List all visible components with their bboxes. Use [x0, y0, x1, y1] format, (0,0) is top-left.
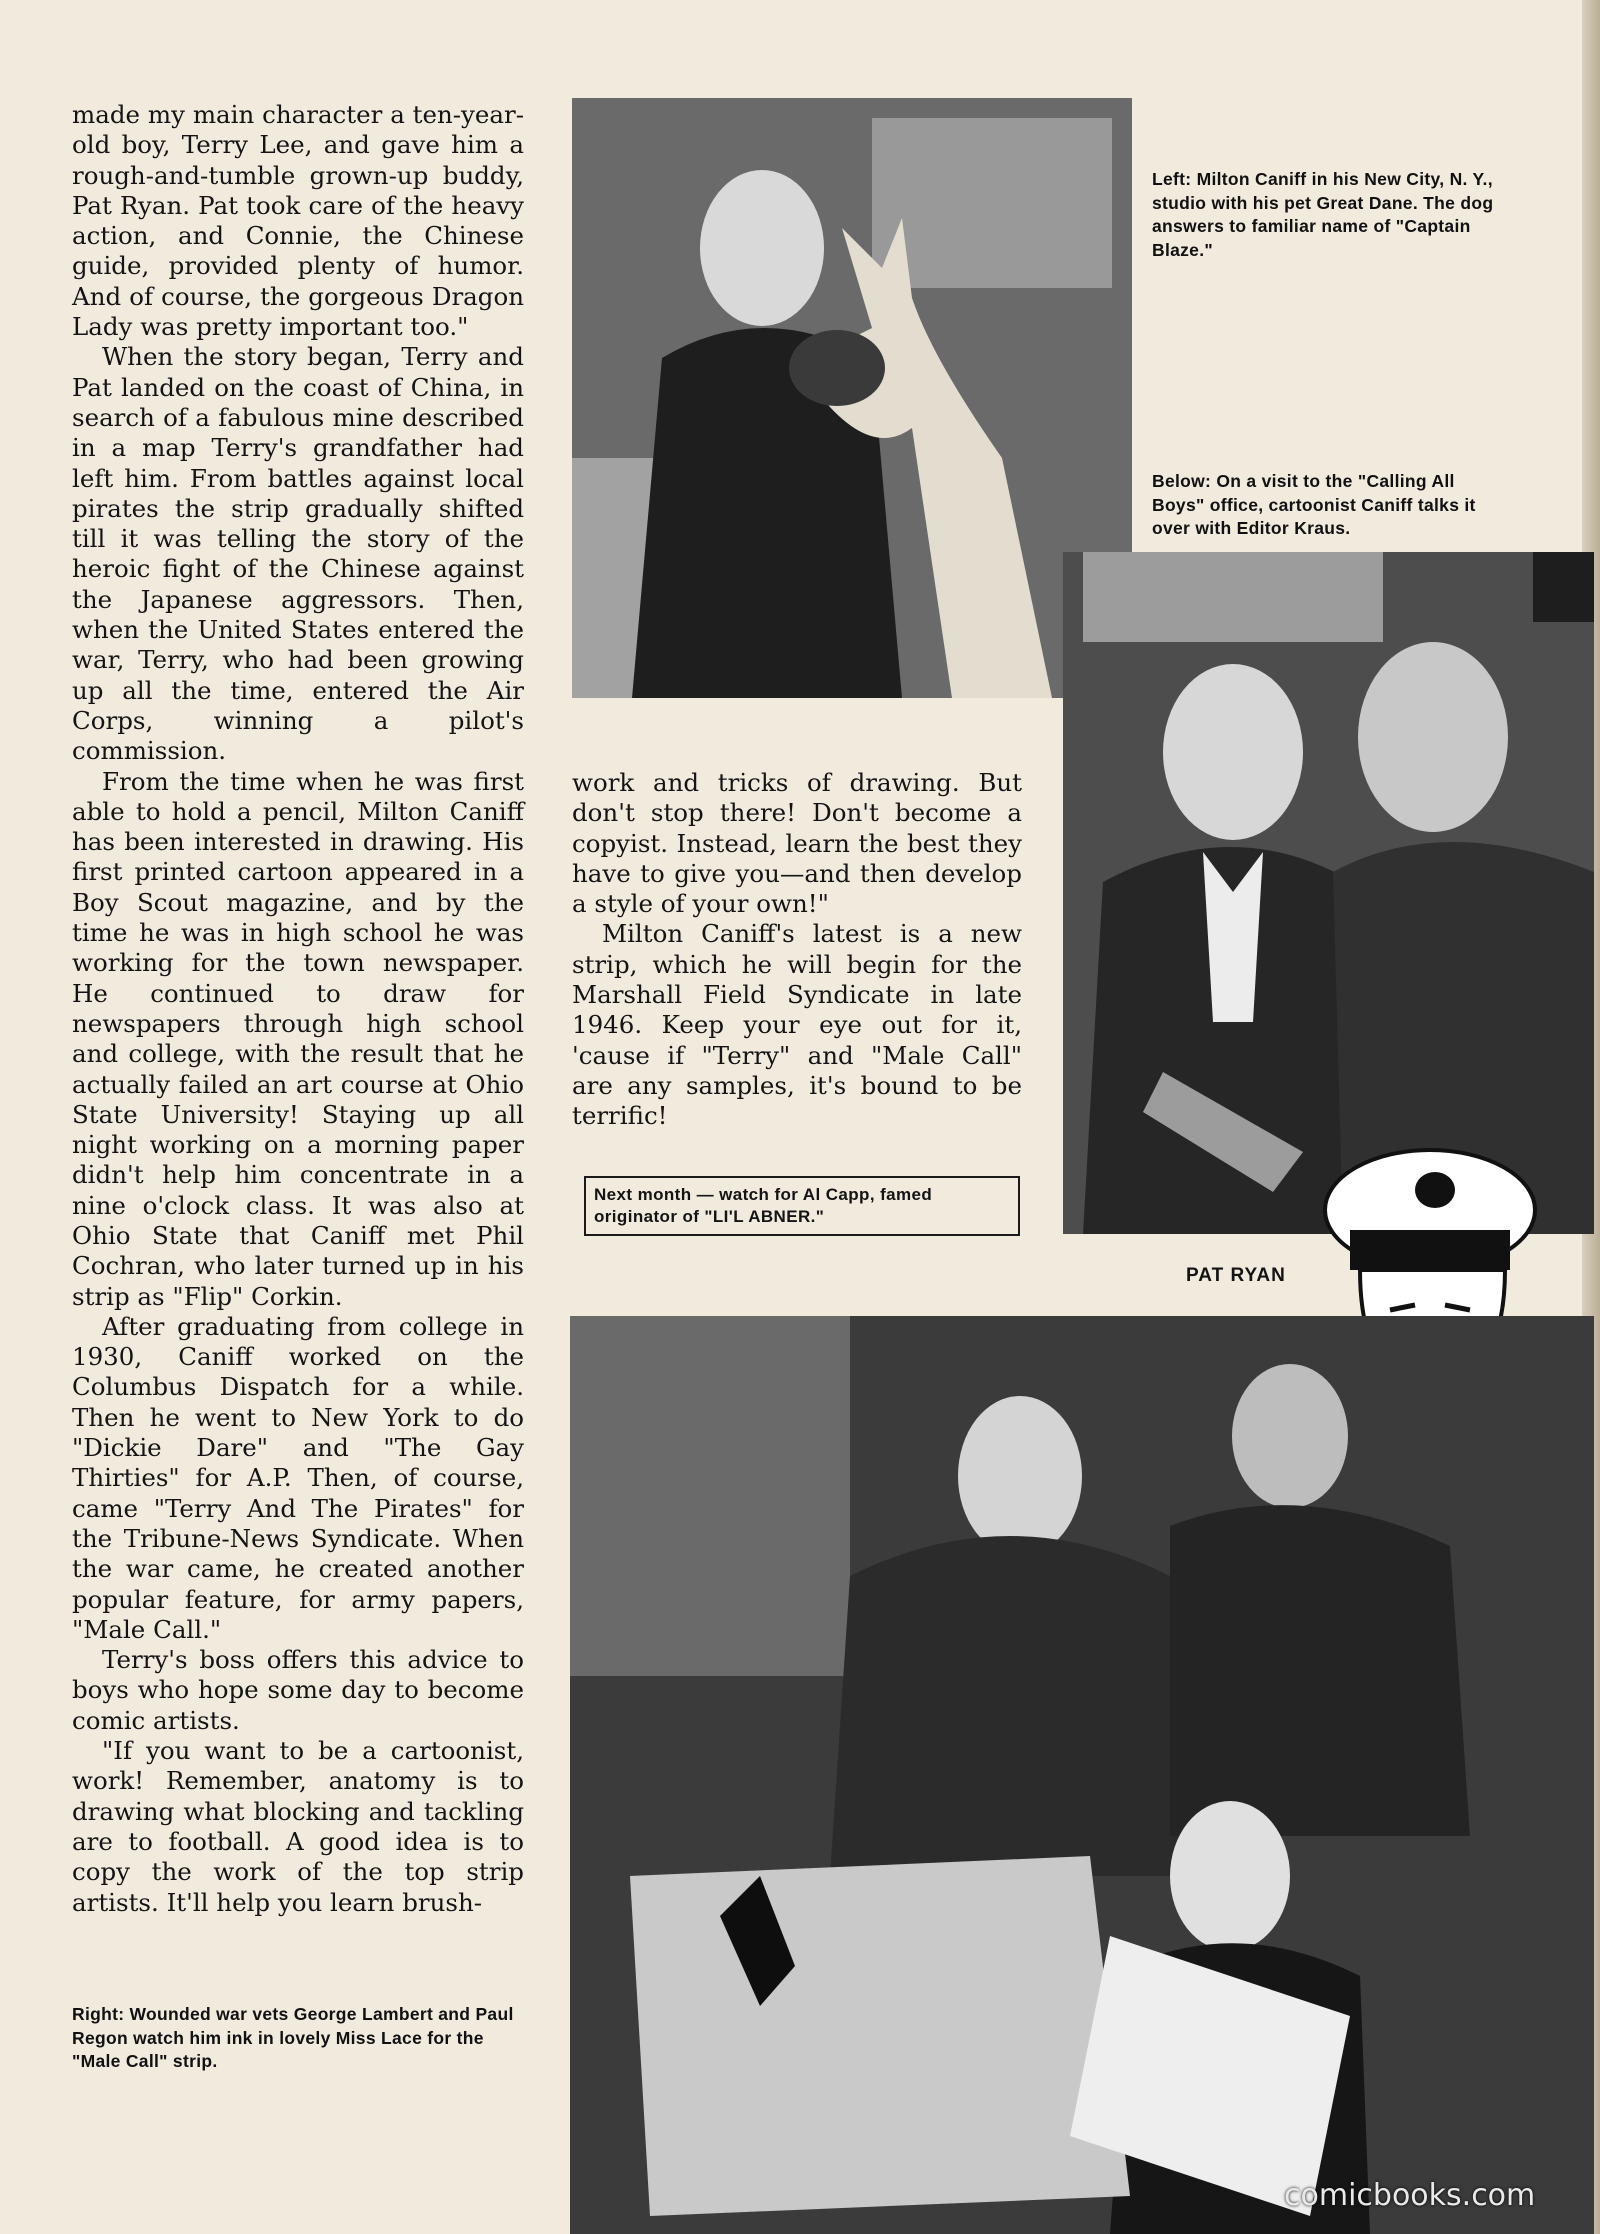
article-paragraph: made my main character a ten-year-old boy, Terry Lee, and gave him a rough-and-tumble grown-up buddy, Pat Ryan. Pat took care of the heavy action, and Connie, the Chinese guide, provided plenty of humor. And of course, the gorgeous Dragon Lady was pretty important too." [72, 100, 524, 342]
caption-right: Right: Wounded war vets George Lambert and Paul Regon watch him ink in lovely Miss Lace for the "Male Call" strip. [72, 2004, 514, 2071]
photo-caniff-with-dog [572, 98, 1132, 698]
article-column-middle [572, 768, 1022, 1132]
article-paragraph: "If you want to be a cartoonist, work! Remember, anatomy is to drawing what blocking and tackling are to football. A good idea is to copy the work of the top strip artists. It'll help you learn brush- [72, 1736, 524, 1917]
photo-war-vets-watching [570, 1316, 1594, 2234]
watermark: comicbooks.com [1284, 2178, 1536, 2213]
illustration-label: PAT RYAN [1186, 1265, 1286, 1286]
article-column-left [72, 100, 524, 1918]
article-paragraph: When the story began, Terry and Pat landed on the coast of China, in search of a fabulous mine described in a map Terry's grandfather had left him. From battles against local pirates the strip gradually shifted till it was telling the story of the heroic fight of the Chinese against the Japanese aggressors. Then, when the United States entered the war, Terry, who had been growing up all the time, entered the Air Corps, winning a pilot's commission. [72, 342, 524, 766]
article-paragraph: After graduating from college in 1930, Caniff worked on the Columbus Dispatch for a while. Then he went to New York to do "Dickie Dare" and "The Gay Thirties" for A.P. Then, of course, came "Terry And The Pirates" for the Tribune-News Syndicate. When the war came, he created another popular feature, for army papers, "Male Call." [72, 1311, 524, 1644]
caption-left: Left: Milton Caniff in his New City, N. Y., studio with his pet Great Dane. The dog answers to familiar name of "Captain Blaze." [1152, 169, 1494, 260]
article-paragraph: From the time when he was first able to hold a pencil, Milton Caniff has been interested in drawing. His first printed cartoon appeared in a Boy Scout magazine, and by the time he was in high school he was working for the town newspaper. He continued to draw for newspapers through high school and college, with the result that he actually failed an art course at Ohio State University! Staying up all night working on a morning paper didn't help him concentrate in a nine o'clock class. It was also at Ohio State that Caniff met Phil Cochran, who later turned up in his strip as "Flip" Corkin. [72, 766, 524, 1311]
article-paragraph: Terry's boss offers this advice to boys who hope some day to become comic artists. [72, 1645, 524, 1735]
article-paragraph: work and tricks of drawing. But don't stop there! Don't become a copyist. Instead, learn the best they have to give you—and then develop a style of your own!" [572, 768, 1022, 919]
article-paragraph: Milton Caniff's latest is a new strip, which he will begin for the Marshall Field Syndicate in late 1946. Keep your eye out for it, 'cause if "Terry" and "Male Call" are any samples, it's bound to be terrific! [572, 919, 1022, 1131]
caption-below: Below: On a visit to the "Calling All Boys" office, cartoonist Caniff talks it over with Editor Kraus. [1152, 471, 1476, 538]
next-month-notice: Next month — watch for Al Capp, famed originator of "LI'L ABNER." [584, 1176, 1020, 1236]
